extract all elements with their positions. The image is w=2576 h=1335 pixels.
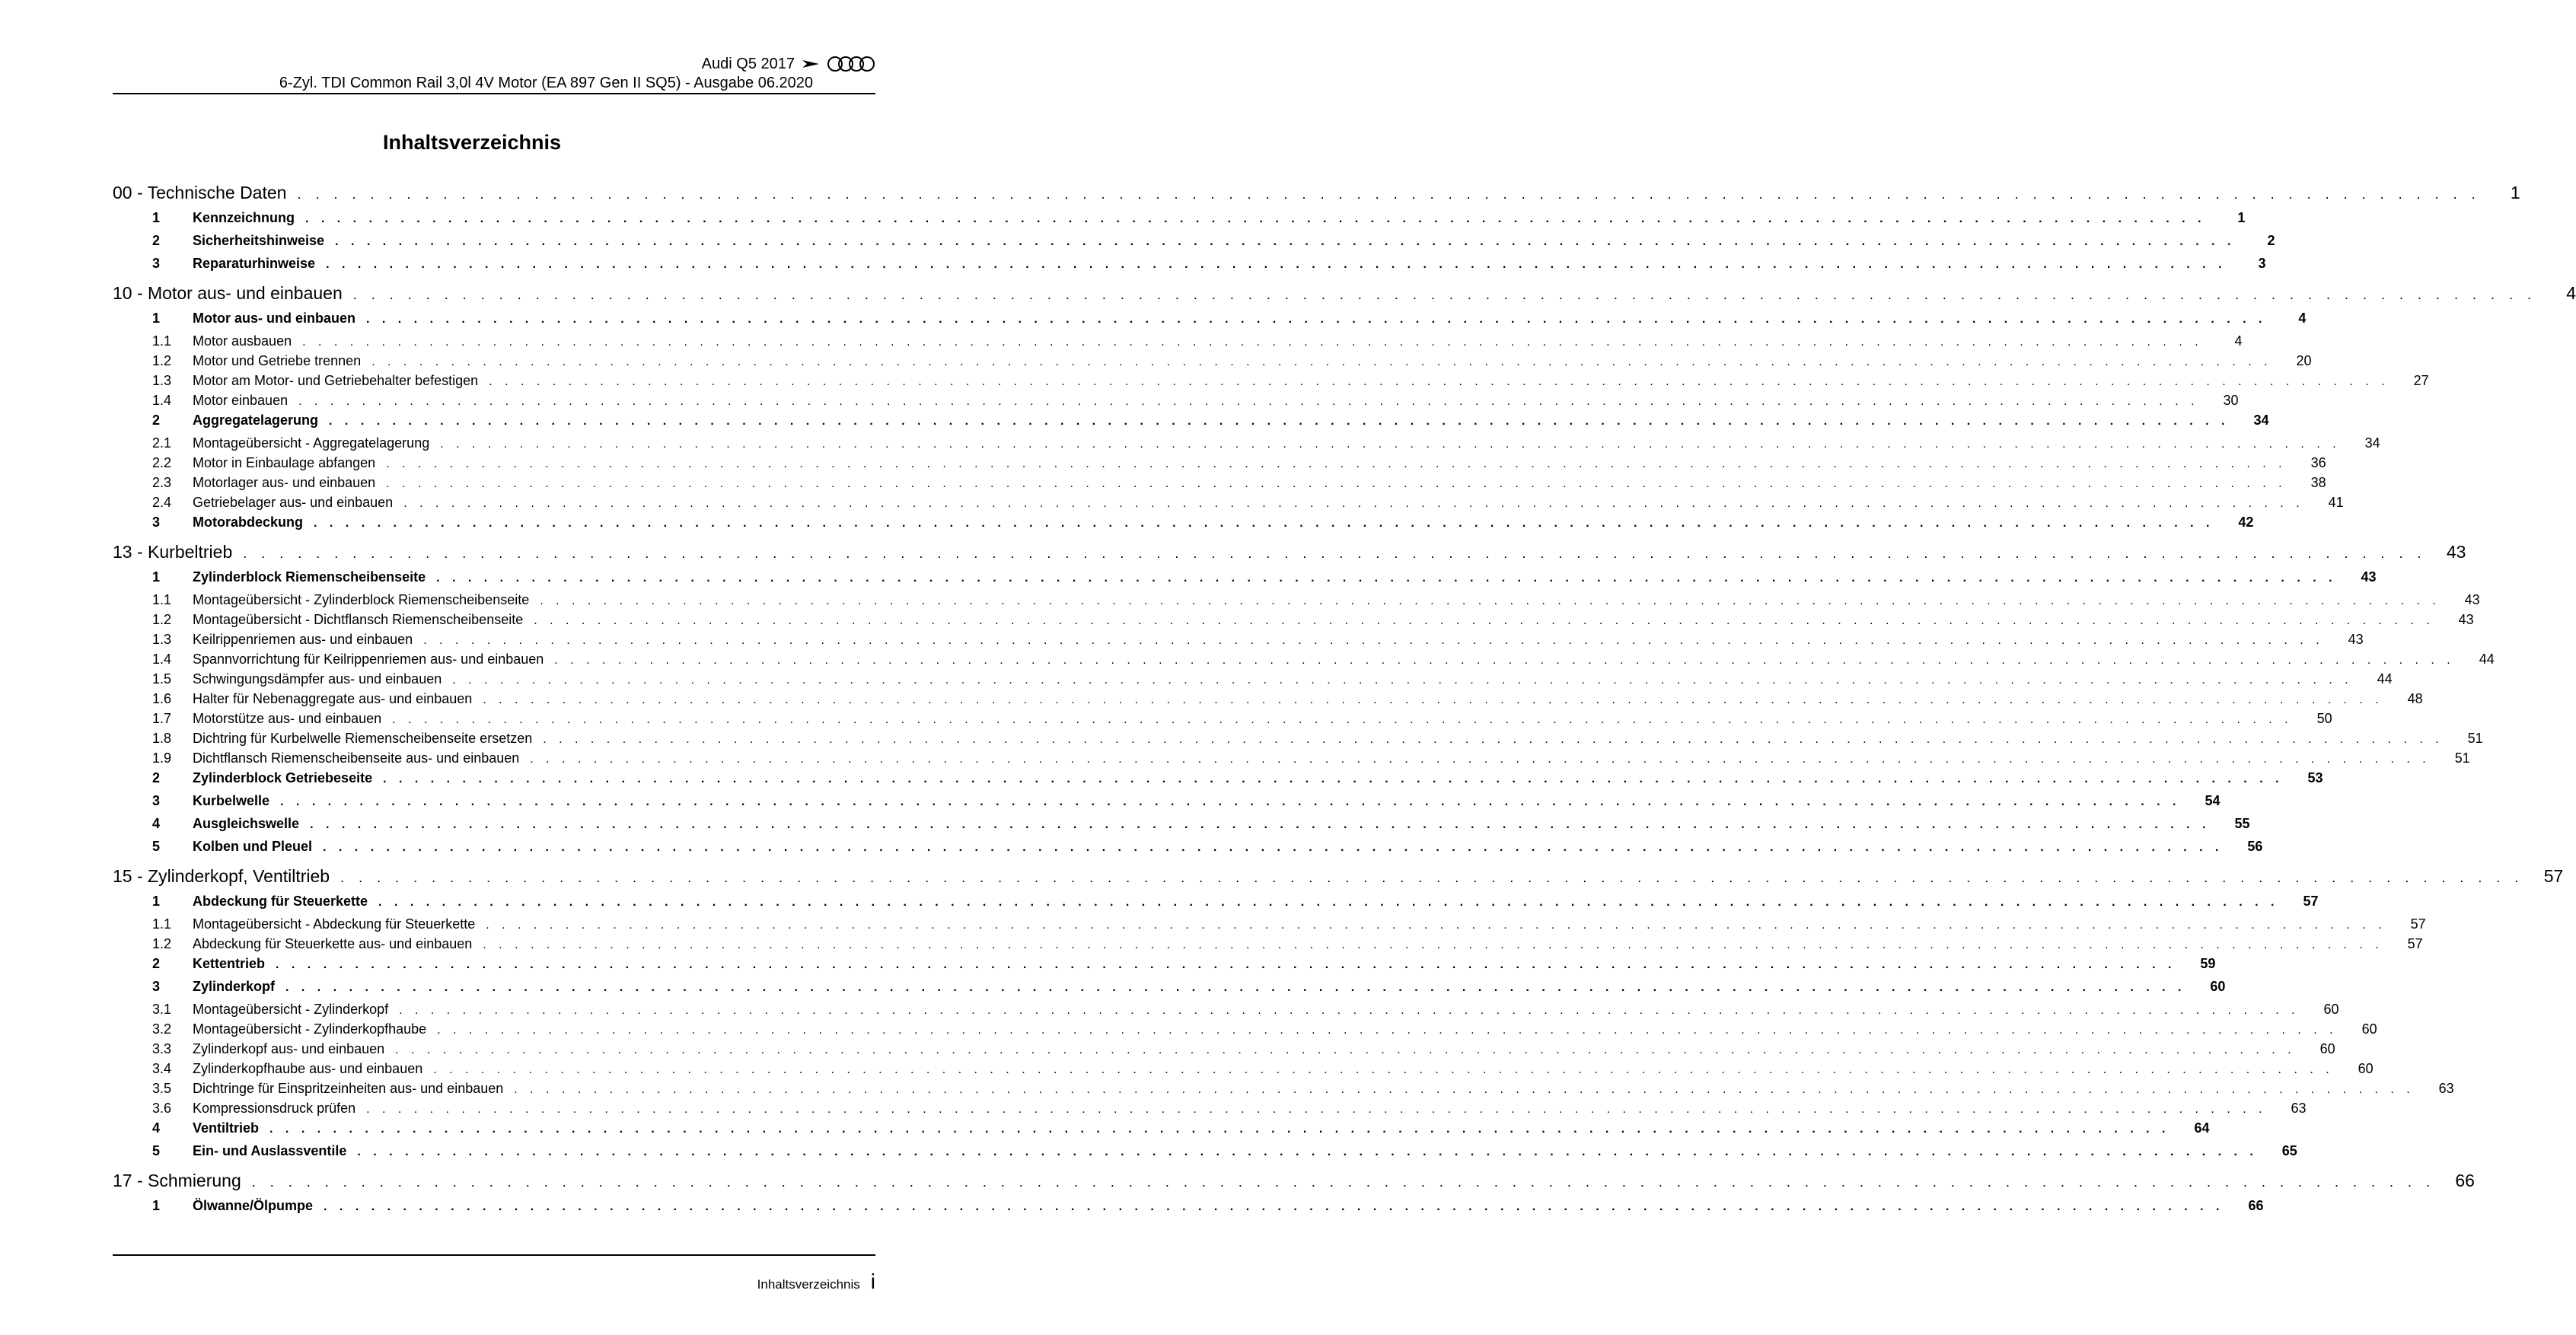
toc-title: Dichtringe für Einspritzeinheiten aus- und einbauen [193,1081,514,1097]
toc-number: 5 [152,839,161,854]
toc-page-number: 1 [2205,210,2245,226]
toc-chapter[interactable] [113,866,2564,894]
toc-page-number: 1 [2481,183,2520,203]
toc-number: 3 [152,256,161,271]
header-subtitle: 6-Zyl. TDI Common Rail 3,0l 4V Motor (EA 897 Gen II SQ5) - Ausgabe 06.2020 [279,75,813,91]
toc-subsection[interactable] [113,916,2426,936]
toc-page-number: 66 [2224,1198,2263,1214]
toc-leader-dots: . . . . . . . . . . . . . . . . . . . . . . . . . . . . . . . . . . . . . . . . . . . . . . . . . . . . . . . . . . . . . . . . . . . . . . . . . . . . . . . . . . . . . . . . . . . . . . . . . . . . . . . . . . . . . . . . . . . . . . . . [403,497,2304,510]
toc-number: 1 [152,1198,161,1213]
toc-page-number: 2 [2236,233,2275,249]
toc-page-number: 3 [2227,256,2266,272]
toc-title: Motor am Motor- und Getriebehalter befestigen [193,373,489,389]
toc-page-number: 48 [2383,691,2423,707]
toc-leader-dots: . . . . . . . . . . . . . . . . . . . . . . . . . . . . . . . . . . . . . . . . . . . . . . . . . . . . . . . . . . . . . . . . . . . . . . . . . . . . . . . . . . . . . . . . . . . . . . . . . . . . . . . . . . . . . . . . . . . . . . . . [437,1024,2338,1037]
toc-page-number: 27 [2389,373,2429,389]
toc-title: Kettentrieb [193,956,276,972]
toc-title: Zylinderkopf [193,979,285,995]
toc-subsection[interactable] [113,731,2483,750]
toc-leader-dots: . . . . . . . . . . . . . . . . . . . . . . . . . . . . . . . . . . . . . . . . . . . . . . . . . . . . . . . . . . . . . . . . . . . . . . . . . . . . . . . . . . . . . . . . . . . . . . . . . . . . . . . . . . . . . . . . . . . . . . . . [392,713,2293,726]
toc-number: 2 [152,233,161,248]
toc-page-number: 57 [2386,916,2426,932]
toc-page-number: 60 [2185,979,2225,995]
toc-title: Zylinderblock Getriebeseite [193,770,383,786]
toc-leader-dots: . . . . . . . . . . . . . . . . . . . . . . . . . . . . . . . . . . . . . . . . . . . . . . . . . . . . . . . . . . . . . . . . . . . . . . . . . . . . . . . . . . . . . . . . . . . . . . . . . . . . . . . . . . . . . . . . . . . . . . . . [514,1083,2415,1096]
toc-title: Zylinderkopfhaube aus- und einbauen [193,1061,433,1077]
toc-leader-dots: . . . . . . . . . . . . . . . . . . . . . . . . . . . . . . . . . . . . . . . . . . . . . . . . . . . . . . . . . . . . . . . . . . . . . . . . . . . . . . . . . . . . . . . . . . . . . . . . . . . . . . . . . . . . . . . . . . . . . . . . [399,1004,2300,1017]
header-model-line [702,55,875,73]
toc-page-number: 51 [2431,750,2470,766]
toc-page-number: 42 [2214,515,2253,530]
toc-leader-dots: . . . . . . . . . . . . . . . . . . . . . . . . . . . . . . . . . . . . . . . . . . . . . . . . . . . . . . . . . . . . . . . . . . . . . . . . . . . . . . . . . . . . . . . . . . . . . . . . . . . . . . . . . . . . . . . . . . . . . . . . [440,438,2341,451]
toc-page-number: 51 [2444,731,2483,747]
toc-subsection[interactable] [113,1101,2307,1120]
toc-leader-dots: . . . . . . . . . . . . . . . . . . . . . . . . . . . . . . . . . . . . . . . . . . . . . . . . . . . . . . . . . . . . . . . . . . . . . . . . . . . . . . . . . . . . . . . . . . . . . . . . . . . . . . . . . . . . . . . . . . . . . . . . [297,186,2481,202]
toc-page-number: 54 [2180,793,2220,809]
toc-section[interactable] [113,515,2254,537]
toc-page-number: 63 [2415,1081,2454,1097]
toc-number: 3.6 [152,1101,172,1116]
toc-subsection[interactable] [113,353,2312,373]
toc-title: 17 - Schmierung [113,1171,252,1191]
toc-number: 4 [152,1120,161,1136]
toc-leader-dots: . . . . . . . . . . . . . . . . . . . . . . . . . . . . . . . . . . . . . . . . . . . . . . . . . . . . . . . . . . . . . . . . . . . . . . . . . . . . . . . . . . . . . . . . . . . . . . . . . . . . . . . . . . . . . . . . . . . . . . . . [386,457,2287,470]
toc-title: Ölwanne/Ölpumpe [193,1198,324,1214]
toc-page-number: 63 [2267,1101,2307,1117]
toc-page-number: 43 [2441,592,2480,608]
toc-leader-dots: . . . . . . . . . . . . . . . . . . . . . . . . . . . . . . . . . . . . . . . . . . . . . . . . . . . . . . . . . . . . . . . . . . . . . . . . . . . . . . . . . . . . . . . . . . . . . . . . . . . . . . . . . . . . . . . . . . . . . . . . [280,795,2181,808]
toc-subsection[interactable] [113,393,2239,413]
toc-section[interactable] [113,770,2323,793]
toc-title: Motor in Einbaulage abfangen [193,455,386,471]
toc-title: Kurbelwelle [193,793,280,809]
toc-title: Motor ausbauen [193,333,302,349]
toc-title: Motorstütze aus- und einbauen [193,711,392,727]
toc-subsection[interactable] [113,373,2429,393]
toc-subsection[interactable] [113,1081,2454,1101]
toc-page-number: 4 [2536,283,2576,304]
toc-number: 1.2 [152,612,172,627]
toc-title: Montageübersicht - Zylinderkopfhaube [193,1021,437,1037]
toc-section[interactable] [113,210,2246,233]
toc-title: Abdeckung für Steuerkette [193,894,378,910]
toc-number: 1.3 [152,373,172,388]
toc-title: Motorabdeckung [193,515,314,530]
toc-leader-dots: . . . . . . . . . . . . . . . . . . . . . . . . . . . . . . . . . . . . . . . . . . . . . . . . . . . . . . . . . . . . . . . . . . . . . . . . . . . . . . . . . . . . . . . . . . . . . . . . . . . . . . . . . . . . . . . . . . . . . . . . [340,870,2524,885]
header-model: Audi Q5 2017 [701,55,795,72]
toc-subsection[interactable] [113,671,2393,691]
toc-number: 1.4 [152,393,172,408]
toc-title: Montageübersicht - Abdeckung für Steuerkette [193,916,486,932]
toc-page-number: 64 [2170,1120,2209,1136]
toc-title: Zylinderkopf aus- und einbauen [193,1041,395,1057]
toc-number: 2.2 [152,455,172,470]
toc-leader-dots: . . . . . . . . . . . . . . . . . . . . . . . . . . . . . . . . . . . . . . . . . . . . . . . . . . . . . . . . . . . . . . . . . . . . . . . . . . . . . . . . . . . . . . . . . . . . . . . . . . . . . . . . . . . . . . . . . . . . . . . . [452,674,2353,687]
toc-section[interactable] [113,793,2221,816]
toc-title: Reparaturhinweise [193,256,326,272]
toc-subsection[interactable] [113,1041,2335,1061]
toc-leader-dots: . . . . . . . . . . . . . . . . . . . . . . . . . . . . . . . . . . . . . . . . . . . . . . . . . . . . . . . . . . . . . . . . . . . . . . . . . . . . . . . . . . . . . . . . . . . . . . . . . . . . . . . . . . . . . . . . . . . . . . . . [543,733,2444,746]
toc-title: Motorlager aus- und einbauen [193,475,386,491]
toc-subsection[interactable] [113,475,2326,495]
toc-leader-dots: . . . . . . . . . . . . . . . . . . . . . . . . . . . . . . . . . . . . . . . . . . . . . . . . . . . . . . . . . . . . . . . . . . . . . . . . . . . . . . . . . . . . . . . . . . . . . . . . . . . . . . . . . . . . . . . . . . . . . . . . [395,1043,2296,1056]
toc-title: Dichtflansch Riemenscheibenseite aus- und einbauen [193,750,530,766]
toc-leader-dots: . . . . . . . . . . . . . . . . . . . . . . . . . . . . . . . . . . . . . . . . . . . . . . . . . . . . . . . . . . . . . . . . . . . . . . . . . . . . . . . . . . . . . . . . . . . . . . . . . . . . . . . . . . . . . . . . . . . . . . . . [357,1145,2258,1158]
toc-number: 1.8 [152,731,172,746]
toc-subsection[interactable] [113,652,2495,671]
table-of-contents [113,183,2576,1221]
toc-chapter-row [113,283,2576,311]
toc-number: 1.1 [152,916,172,932]
toc-number: 1.5 [152,671,172,687]
toc-page-number: 53 [2284,770,2323,786]
toc-page-number: 34 [2229,413,2268,429]
toc-title: Dichtring für Kurbelwelle Riemenscheibenseite ersetzen [193,731,543,747]
toc-page-number: 56 [2223,839,2262,855]
toc-number: 3.4 [152,1061,172,1076]
toc-title: Ventiltrieb [193,1120,269,1136]
toc-number: 1.1 [152,592,172,607]
toc-page-number: 43 [2434,612,2474,628]
toc-number: 1.2 [152,936,172,951]
toc-leader-dots: . . . . . . . . . . . . . . . . . . . . . . . . . . . . . . . . . . . . . . . . . . . . . . . . . . . . . . . . . . . . . . . . . . . . . . . . . . . . . . . . . . . . . . . . . . . . . . . . . . . . . . . . . . . . . . . . . . . . . . . . [305,212,2206,225]
toc-leader-dots: . . . . . . . . . . . . . . . . . . . . . . . . . . . . . . . . . . . . . . . . . . . . . . . . . . . . . . . . . . . . . . . . . . . . . . . . . . . . . . . . . . . . . . . . . . . . . . . . . . . . . . . . . . . . . . . . . . . . . . . . [483,693,2383,706]
toc-page-number: 43 [2337,569,2377,585]
toc-page-number: 41 [2304,495,2344,511]
toc-chapter-row [113,866,2564,894]
toc-title: Schwingungsdämpfer aus- und einbauen [193,671,452,687]
toc-title: Halter für Nebenaggregate aus- und einbauen [193,691,483,707]
toc-leader-dots: . . . . . . . . . . . . . . . . . . . . . . . . . . . . . . . . . . . . . . . . . . . . . . . . . . . . . . . . . . . . . . . . . . . . . . . . . . . . . . . . . . . . . . . . . . . . . . . . . . . . . . . . . . . . . . . . . . . . . . . . [352,287,2536,302]
toc-leader-dots: . . . . . . . . . . . . . . . . . . . . . . . . . . . . . . . . . . . . . . . . . . . . . . . . . . . . . . . . . . . . . . . . . . . . . . . . . . . . . . . . . . . . . . . . . . . . . . . . . . . . . . . . . . . . . . . . . . . . . . . . [383,773,2284,785]
toc-leader-dots: . . . . . . . . . . . . . . . . . . . . . . . . . . . . . . . . . . . . . . . . . . . . . . . . . . . . . . . . . . . . . . . . . . . . . . . . . . . . . . . . . . . . . . . . . . . . . . . . . . . . . . . . . . . . . . . . . . . . . . . . [489,375,2389,388]
toc-number: 2.1 [152,435,172,451]
toc-title: 10 - Motor aus- und einbauen [113,283,353,304]
toc-number: 3.3 [152,1041,172,1056]
toc-title: Sicherheitshinweise [193,233,335,249]
toc-number: 2 [152,413,161,428]
footer-label: Inhaltsverzeichnis [757,1277,860,1292]
toc-chapter-row [113,183,2520,210]
toc-title: 00 - Technische Daten [113,183,297,203]
toc-subsection[interactable] [113,455,2326,475]
toc-leader-dots: . . . . . . . . . . . . . . . . . . . . . . . . . . . . . . . . . . . . . . . . . . . . . . . . . . . . . . . . . . . . . . . . . . . . . . . . . . . . . . . . . . . . . . . . . . . . . . . . . . . . . . . . . . . . . . . . . . . . . . . . [326,258,2227,271]
toc-leader-dots: . . . . . . . . . . . . . . . . . . . . . . . . . . . . . . . . . . . . . . . . . . . . . . . . . . . . . . . . . . . . . . . . . . . . . . . . . . . . . . . . . . . . . . . . . . . . . . . . . . . . . . . . . . . . . . . . . . . . . . . . [366,313,2267,326]
toc-number: 3.5 [152,1081,172,1096]
toc-leader-dots: . . . . . . . . . . . . . . . . . . . . . . . . . . . . . . . . . . . . . . . . . . . . . . . . . . . . . . . . . . . . . . . . . . . . . . . . . . . . . . . . . . . . . . . . . . . . . . . . . . . . . . . . . . . . . . . . . . . . . . . . [323,841,2224,854]
toc-leader-dots: . . . . . . . . . . . . . . . . . . . . . . . . . . . . . . . . . . . . . . . . . . . . . . . . . . . . . . . . . . . . . . . . . . . . . . . . . . . . . . . . . . . . . . . . . . . . . . . . . . . . . . . . . . . . . . . . . . . . . . . . [276,958,2176,971]
toc-title: Keilrippenriemen aus- und einbauen [193,632,423,648]
toc-title: Kolben und Pleuel [193,839,323,855]
toc-section[interactable] [113,413,2269,435]
toc-leader-dots: . . . . . . . . . . . . . . . . . . . . . . . . . . . . . . . . . . . . . . . . . . . . . . . . . . . . . . . . . . . . . . . . . . . . . . . . . . . . . . . . . . . . . . . . . . . . . . . . . . . . . . . . . . . . . . . . . . . . . . . . [371,355,2272,368]
toc-leader-dots: . . . . . . . . . . . . . . . . . . . . . . . . . . . . . . . . . . . . . . . . . . . . . . . . . . . . . . . . . . . . . . . . . . . . . . . . . . . . . . . . . . . . . . . . . . . . . . . . . . . . . . . . . . . . . . . . . . . . . . . . [486,919,2386,932]
toc-page-number: 43 [2426,542,2466,562]
toc-number: 1 [152,569,161,585]
toc-leader-dots: . . . . . . . . . . . . . . . . . . . . . . . . . . . . . . . . . . . . . . . . . . . . . . . . . . . . . . . . . . . . . . . . . . . . . . . . . . . . . . . . . . . . . . . . . . . . . . . . . . . . . . . . . . . . . . . . . . . . . . . . [329,415,2230,428]
toc-page-number: 44 [2353,671,2393,687]
toc-title: 15 - Zylinderkopf, Ventiltrieb [113,866,340,887]
toc-subsection[interactable] [113,592,2480,612]
toc-leader-dots: . . . . . . . . . . . . . . . . . . . . . . . . . . . . . . . . . . . . . . . . . . . . . . . . . . . . . . . . . . . . . . . . . . . . . . . . . . . . . . . . . . . . . . . . . . . . . . . . . . . . . . . . . . . . . . . . . . . . . . . . [314,517,2214,530]
toc-title: Ausgleichswelle [193,816,310,832]
toc-number: 1 [152,894,161,909]
toc-leader-dots: . . . . . . . . . . . . . . . . . . . . . . . . . . . . . . . . . . . . . . . . . . . . . . . . . . . . . . . . . . . . . . . . . . . . . . . . . . . . . . . . . . . . . . . . . . . . . . . . . . . . . . . . . . . . . . . . . . . . . . . . [298,395,2199,408]
toc-number: 2 [152,770,161,785]
page-footer [757,1270,875,1294]
toc-section[interactable] [113,816,2250,839]
toc-page-number: 59 [2176,956,2215,972]
toc-page-number: 57 [2278,894,2318,910]
toc-number: 1.1 [152,333,172,349]
toc-leader-dots: . . . . . . . . . . . . . . . . . . . . . . . . . . . . . . . . . . . . . . . . . . . . . . . . . . . . . . . . . . . . . . . . . . . . . . . . . . . . . . . . . . . . . . . . . . . . . . . . . . . . . . . . . . . . . . . . . . . . . . . . [378,896,2279,909]
toc-page-number: 4 [2266,311,2306,327]
toc-leader-dots: . . . . . . . . . . . . . . . . . . . . . . . . . . . . . . . . . . . . . . . . . . . . . . . . . . . . . . . . . . . . . . . . . . . . . . . . . . . . . . . . . . . . . . . . . . . . . . . . . . . . . . . . . . . . . . . . . . . . . . . . [310,818,2211,831]
toc-title: Abdeckung für Steuerkette aus- und einbauen [193,936,483,952]
toc-number: 1 [152,311,161,326]
toc-number: 4 [152,816,161,831]
toc-title: Spannvorrichtung für Keilrippenriemen aus- und einbauen [193,652,554,668]
toc-number: 5 [152,1143,161,1158]
toc-page-number: 60 [2334,1061,2374,1077]
toc-leader-dots: . . . . . . . . . . . . . . . . . . . . . . . . . . . . . . . . . . . . . . . . . . . . . . . . . . . . . . . . . . . . . . . . . . . . . . . . . . . . . . . . . . . . . . . . . . . . . . . . . . . . . . . . . . . . . . . . . . . . . . . . [285,981,2186,994]
toc-subsection[interactable] [113,711,2332,731]
toc-leader-dots: . . . . . . . . . . . . . . . . . . . . . . . . . . . . . . . . . . . . . . . . . . . . . . . . . . . . . . . . . . . . . . . . . . . . . . . . . . . . . . . . . . . . . . . . . . . . . . . . . . . . . . . . . . . . . . . . . . . . . . . . [269,1123,2170,1136]
toc-page-number: 4 [2203,333,2243,349]
toc-title: Zylinderblock Riemenscheibenseite [193,569,436,585]
toc-subsection[interactable] [113,936,2423,956]
toc-leader-dots: . . . . . . . . . . . . . . . . . . . . . . . . . . . . . . . . . . . . . . . . . . . . . . . . . . . . . . . . . . . . . . . . . . . . . . . . . . . . . . . . . . . . . . . . . . . . . . . . . . . . . . . . . . . . . . . . . . . . . . . . [302,336,2203,349]
toc-chapter-row [113,1171,2475,1198]
toc-section[interactable] [113,956,2216,979]
toc-title: Getriebelager aus- und einbauen [193,495,403,511]
toc-section[interactable] [113,256,2266,279]
toc-chapter-row [113,542,2466,569]
toc-number: 3 [152,793,161,808]
toc-title: Motor aus- und einbauen [193,311,366,327]
toc-page-number: 57 [2383,936,2423,952]
toc-leader-dots: . . . . . . . . . . . . . . . . . . . . . . . . . . . . . . . . . . . . . . . . . . . . . . . . . . . . . . . . . . . . . . . . . . . . . . . . . . . . . . . . . . . . . . . . . . . . . . . . . . . . . . . . . . . . . . . . . . . . . . . . [436,572,2337,585]
toc-leader-dots: . . . . . . . . . . . . . . . . . . . . . . . . . . . . . . . . . . . . . . . . . . . . . . . . . . . . . . . . . . . . . . . . . . . . . . . . . . . . . . . . . . . . . . . . . . . . . . . . . . . . . . . . . . . . . . . . . . . . . . . . [433,1063,2334,1076]
toc-section[interactable] [113,1143,2297,1166]
toc-leader-dots: . . . . . . . . . . . . . . . . . . . . . . . . . . . . . . . . . . . . . . . . . . . . . . . . . . . . . . . . . . . . . . . . . . . . . . . . . . . . . . . . . . . . . . . . . . . . . . . . . . . . . . . . . . . . . . . . . . . . . . . . [540,594,2441,607]
toc-chapter[interactable] [113,283,2576,311]
toc-leader-dots: . . . . . . . . . . . . . . . . . . . . . . . . . . . . . . . . . . . . . . . . . . . . . . . . . . . . . . . . . . . . . . . . . . . . . . . . . . . . . . . . . . . . . . . . . . . . . . . . . . . . . . . . . . . . . . . . . . . . . . . . [530,753,2431,766]
toc-subsection[interactable] [113,333,2243,353]
toc-number: 2 [152,956,161,971]
toc-subsection[interactable] [113,1021,2377,1041]
toc-number: 2.4 [152,495,172,510]
toc-section[interactable] [113,1198,2264,1221]
toc-page-number: 60 [2300,1002,2339,1018]
toc-leader-dots: . . . . . . . . . . . . . . . . . . . . . . . . . . . . . . . . . . . . . . . . . . . . . . . . . . . . . . . . . . . . . . . . . . . . . . . . . . . . . . . . . . . . . . . . . . . . . . . . . . . . . . . . . . . . . . . . . . . . . . . . [386,477,2287,490]
toc-title: Motor einbauen [193,393,298,409]
page-header [113,55,875,93]
toc-number: 1.6 [152,691,172,706]
toc-number: 1.9 [152,750,172,766]
toc-leader-dots: . . . . . . . . . . . . . . . . . . . . . . . . . . . . . . . . . . . . . . . . . . . . . . . . . . . . . . . . . . . . . . . . . . . . . . . . . . . . . . . . . . . . . . . . . . . . . . . . . . . . . . . . . . . . . . . . . . . . . . . . [324,1200,2224,1213]
toc-section[interactable] [113,894,2319,916]
toc-leader-dots: . . . . . . . . . . . . . . . . . . . . . . . . . . . . . . . . . . . . . . . . . . . . . . . . . . . . . . . . . . . . . . . . . . . . . . . . . . . . . . . . . . . . . . . . . . . . . . . . . . . . . . . . . . . . . . . . . . . . . . . . [243,546,2427,561]
toc-number: 1 [152,210,161,225]
toc-title: Montageübersicht - Zylinderblock Riemenscheibenseite [193,592,540,608]
toc-page-number: 34 [2341,435,2380,451]
toc-title: Montageübersicht - Dichtflansch Riemenscheibenseite [193,612,534,628]
toc-chapter[interactable] [113,542,2466,569]
toc-title: Kennzeichnung [193,210,305,226]
toc-subsection[interactable] [113,612,2474,632]
toc-leader-dots: . . . . . . . . . . . . . . . . . . . . . . . . . . . . . . . . . . . . . . . . . . . . . . . . . . . . . . . . . . . . . . . . . . . . . . . . . . . . . . . . . . . . . . . . . . . . . . . . . . . . . . . . . . . . . . . . . . . . . . . . [483,938,2383,951]
toc-section[interactable] [113,1120,2210,1143]
toc-chapter[interactable] [113,183,2520,210]
page-title: Inhaltsverzeichnis [382,131,562,154]
toc-subsection[interactable] [113,1061,2374,1081]
toc-page-number: 50 [2293,711,2332,727]
toc-subsection[interactable] [113,1002,2339,1021]
toc-number: 1.4 [152,652,172,667]
toc-leader-dots: . . . . . . . . . . . . . . . . . . . . . . . . . . . . . . . . . . . . . . . . . . . . . . . . . . . . . . . . . . . . . . . . . . . . . . . . . . . . . . . . . . . . . . . . . . . . . . . . . . . . . . . . . . . . . . . . . . . . . . . . [534,614,2434,627]
footer-page-number: i [870,1270,875,1293]
toc-section[interactable] [113,839,2263,862]
toc-page-number: 30 [2199,393,2239,409]
toc-number: 3.1 [152,1002,172,1017]
toc-leader-dots: . . . . . . . . . . . . . . . . . . . . . . . . . . . . . . . . . . . . . . . . . . . . . . . . . . . . . . . . . . . . . . . . . . . . . . . . . . . . . . . . . . . . . . . . . . . . . . . . . . . . . . . . . . . . . . . . . . . . . . . . [251,1174,2435,1190]
toc-section[interactable] [113,311,2307,333]
toc-number: 3 [152,515,161,530]
toc-section[interactable] [113,569,2377,592]
toc-leader-dots: . . . . . . . . . . . . . . . . . . . . . . . . . . . . . . . . . . . . . . . . . . . . . . . . . . . . . . . . . . . . . . . . . . . . . . . . . . . . . . . . . . . . . . . . . . . . . . . . . . . . . . . . . . . . . . . . . . . . . . . . [554,654,2455,667]
toc-title: Aggregatelagerung [193,413,329,429]
toc-title: Montageübersicht - Zylinderkopf [193,1002,399,1018]
toc-page-number: 20 [2272,353,2312,369]
toc-subsection[interactable] [113,750,2470,770]
toc-page-number: 38 [2287,475,2326,491]
toc-page-number: 65 [2258,1143,2297,1159]
audi-rings-logo [827,56,875,72]
toc-leader-dots: . . . . . . . . . . . . . . . . . . . . . . . . . . . . . . . . . . . . . . . . . . . . . . . . . . . . . . . . . . . . . . . . . . . . . . . . . . . . . . . . . . . . . . . . . . . . . . . . . . . . . . . . . . . . . . . . . . . . . . . . [366,1103,2267,1116]
toc-leader-dots: . . . . . . . . . . . . . . . . . . . . . . . . . . . . . . . . . . . . . . . . . . . . . . . . . . . . . . . . . . . . . . . . . . . . . . . . . . . . . . . . . . . . . . . . . . . . . . . . . . . . . . . . . . . . . . . . . . . . . . . . [423,634,2324,647]
toc-section[interactable] [113,233,2275,256]
toc-subsection[interactable] [113,691,2423,711]
toc-number: 3.2 [152,1021,172,1037]
toc-title: 13 - Kurbeltrieb [113,542,243,562]
toc-number: 1.7 [152,711,172,726]
toc-title: Ein- und Auslassventile [193,1143,357,1159]
toc-title: Kompressionsdruck prüfen [193,1101,366,1117]
toc-title: Motor und Getriebe trennen [193,353,371,369]
toc-subsection[interactable] [113,435,2380,455]
header-divider [113,93,875,94]
toc-number: 1.3 [152,632,172,647]
toc-number: 1.2 [152,353,172,368]
toc-page-number: 60 [2296,1041,2335,1057]
toc-leader-dots: . . . . . . . . . . . . . . . . . . . . . . . . . . . . . . . . . . . . . . . . . . . . . . . . . . . . . . . . . . . . . . . . . . . . . . . . . . . . . . . . . . . . . . . . . . . . . . . . . . . . . . . . . . . . . . . . . . . . . . . . [335,235,2236,248]
toc-subsection[interactable] [113,632,2364,652]
toc-subsection[interactable] [113,495,2344,515]
toc-page-number: 66 [2435,1171,2475,1191]
toc-number: 3 [152,979,161,994]
footer-divider [113,1254,875,1256]
toc-page-number: 57 [2523,866,2563,887]
arrow-right-icon [802,59,819,69]
toc-page-number: 44 [2455,652,2495,668]
toc-number: 2.3 [152,475,172,490]
toc-chapter[interactable] [113,1171,2475,1198]
toc-page-number: 43 [2324,632,2364,648]
toc-page-number: 36 [2287,455,2326,471]
toc-page-number: 60 [2338,1021,2377,1037]
toc-page-number: 55 [2211,816,2250,832]
toc-section[interactable] [113,979,2226,1002]
toc-title: Montageübersicht - Aggregatelagerung [193,435,440,451]
